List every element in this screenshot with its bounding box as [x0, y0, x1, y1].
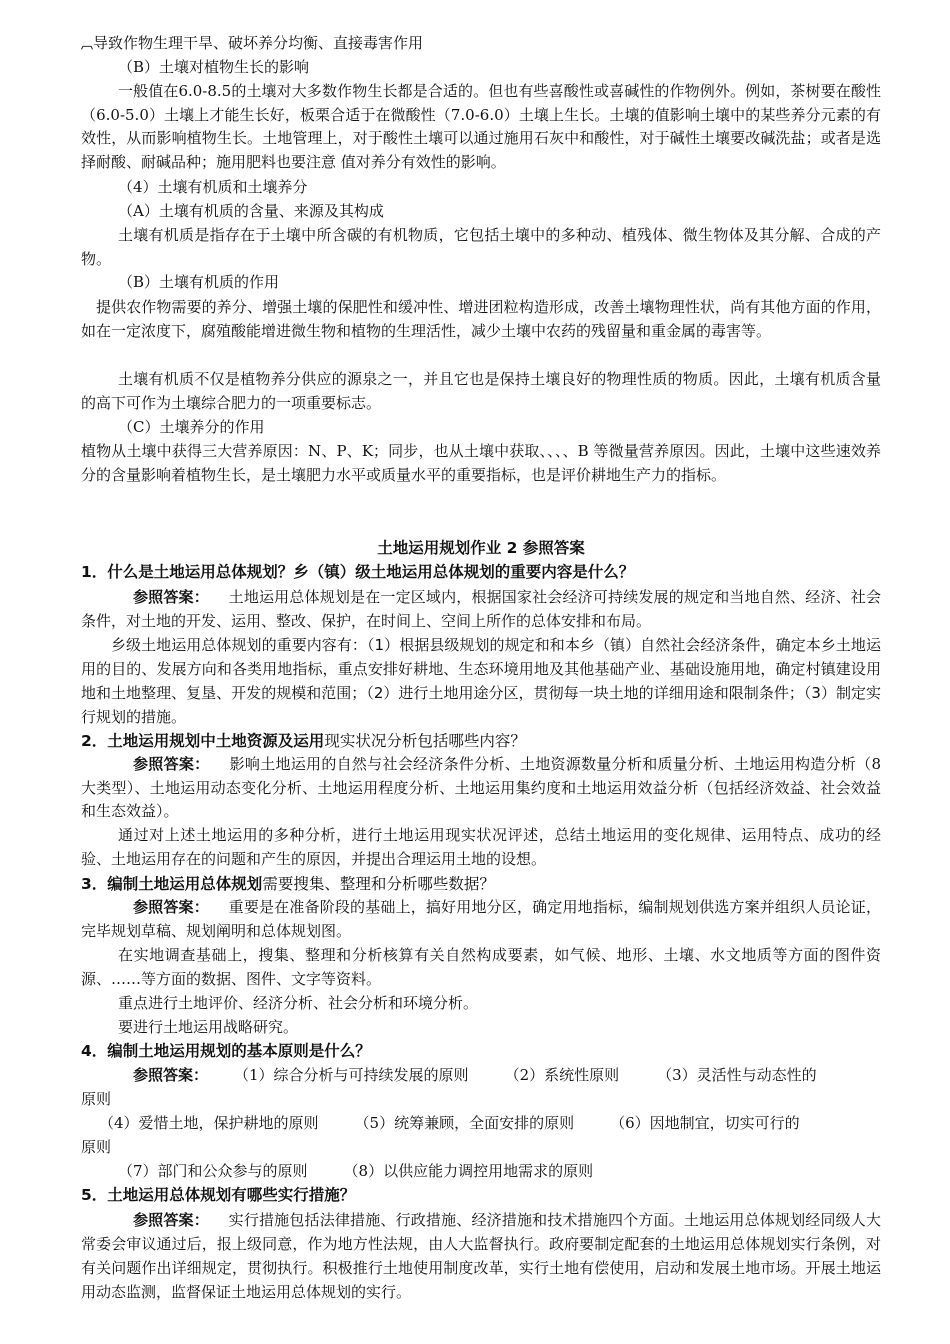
- principle-8: （8）以供应能力调控用地需求的原则: [343, 1162, 594, 1180]
- principle-6: （6）因地制宜，切实可行的: [610, 1114, 800, 1132]
- answer-3-p4: 要进行土地运用战略研究。: [118, 1018, 299, 1036]
- principle-1: （1）综合分析与可持续发展的原则: [234, 1066, 469, 1084]
- heading-organic-matter: （4）土壤有机质和土壤养分: [118, 178, 308, 196]
- q2-number: 2．土地运用: [81, 732, 170, 750]
- paragraph-npk: 植物从土壤中获得三大营养原因：N、P、K；同步，也从土壤中获取、、、、B 等微量营养原因。因此，土壤中这些速效养分的含量影响着植物生长，是土壤肥力水平或质量水平的重要指标，也是评价耕地生产力的指标。: [81, 442, 881, 484]
- answer-3-p1: [81, 896, 881, 943]
- answer-2-p2: 通过对上述土地运用的多种分析，进行土地运用现实状况评述，总结土地运用的变化规律、运用特点、成功的经验、土地运用存在的问题和产生的原因，并提出合理运用土地的设想。: [81, 826, 881, 868]
- answer-3-p2: 在实地调查基础上，搜集、整理和分析核算有关自然构成要素，如气候、地形、土壤、水文地质等方面的图件资源、……等方面的数据、图件、文字等资料。: [81, 946, 881, 988]
- subheading-b-role: （B）土壤有机质的作用: [118, 273, 280, 291]
- subheading-b-influence: （B）土壤对植物生长的影响: [118, 58, 310, 76]
- answer-5-p1: [81, 1208, 881, 1304]
- answer-label: 参照答案：: [133, 1066, 209, 1084]
- answer-3-p3: 重点进行土地评价、经济分析、社会分析和环境分析。: [118, 994, 479, 1012]
- text: 重要是在准备阶段的基础上，搞好用地分区，确定用地指标，编制规划供选方案并组织人员论证，完毕规划草稿、规划阐明和总体规划图。: [81, 898, 881, 940]
- answer-1-p2: 乡级土地运用总体规划的重要内容有：（1）根据县级规划的规定和和本乡（镇）自然社会经济条件，确定本乡土地运用的目的、发展方向和各类用地指标，重点安排好耕地、生态环境用地及其他基础产业、基础设施用地，确定村镇建设用地和土地整理、复垦、开发的规模和范围；（2）进行土地用途分区，贯彻每一块土地的详细用途和限制条件；（3）制定实行规划的措施。: [81, 636, 881, 726]
- principle-3: （3）灵活性与动态性的: [657, 1066, 817, 1084]
- answer-label: 参照答案：: [133, 588, 209, 606]
- answer-label: 参照答案：: [133, 898, 209, 916]
- paragraph-ph: 一般值在6.0-8.5的土壤对大多数作物生长都是合适的。但也有些喜酸性或喜碱性的作物例外。例如，茶树要在酸性（6.0-5.0）土壤上才能生长好，板栗合适于在微酸性（7.0-6.0）土壤上生长。土壤的值影响土壤中的某些养分元素的有效性，从而影响植物生长。土地管理上，对于酸性土壤可以通过施用石灰中和酸性，对于碱性土壤要改碱洗盐；或者是选择耐酸、耐碱品种；施用肥料也要注意 值对养分有效性的影响。: [81, 82, 881, 171]
- principles-line-1: [81, 1064, 881, 1088]
- paragraph-definition: 土壤有机质是指存在于土壤中所含碳的有机物质，它包括土壤中的多种动、植残体、微生物体及其分解、合成的产物。: [81, 226, 881, 268]
- principle-5: （5）统筹兼顾，全面安排的原则: [354, 1114, 575, 1132]
- text: 实行措施包括法律措施、行政措施、经济措施和技术措施四个方面。土地运用总体规划经同级人大常委会审议通过后，报上级同意，作为地方性法规，由人大监督执行。政府要制定配套的土地运用总体规划实行条例，对有关问题作出详细规定，贯彻执行。积极推行土地使用制度改革，实行土地有偿使用，启动和发展土地市场。开展土地运用动态监测，监督保证土地运用总体规划的实行。: [81, 1211, 881, 1301]
- answer-1-p1: [81, 585, 881, 633]
- q2-rest: 现实状况分析包括哪些内容？: [324, 732, 526, 750]
- question-2: [81, 730, 881, 754]
- question-5: 5．土地运用总体规划有哪些实行措施？: [81, 1186, 356, 1204]
- question-4: 4．编制土地运用规划的基本原则是什么？: [81, 1042, 371, 1060]
- q2-bold: 规划中土地资源及运用: [169, 732, 325, 750]
- principle-4: （4）爱惜土地，保护耕地的原则: [99, 1114, 319, 1132]
- answer-2-p1: [81, 753, 881, 824]
- principle-3-cont: 原则: [81, 1090, 112, 1108]
- edit-mark: ︹: [81, 37, 94, 51]
- subheading-c-nutrient: （C）土壤养分的作用: [118, 418, 265, 436]
- principle-6-cont: 原则: [81, 1138, 112, 1156]
- q3-number: 3．编制: [81, 875, 139, 893]
- subheading-a-content: （A）土壤有机质的含量、来源及其构成: [118, 202, 384, 220]
- principles-line-3: [81, 1160, 881, 1184]
- answer-label: 参照答案：: [133, 1211, 209, 1229]
- section-title: 土地运用规划作业 2 参照答案: [377, 539, 585, 557]
- q3-rest: 需要搜集、整理和分析哪些数据？: [262, 875, 495, 893]
- question-1: 1．什么是土地运用总体规划？乡（镇）级土地运用总体规划的重要内容是什么？: [81, 563, 635, 581]
- paragraph-role: 提供农作物需要的养分、增强土壤的保肥性和缓冲性、增进团粒构造形成，改善土壤物理性状，尚有其他方面的作用，如在一定浓度下，腐殖酸能增进微生物和植物的生理活性，减少土壤中农药的残留量和重金属的毒害等。: [81, 298, 881, 340]
- principle-2: （2）系统性原则: [504, 1066, 620, 1084]
- text: 影响土地运用的自然与社会经济条件分析、土地资源数量分析和质量分析、土地运用构造分析（8 大类型）、土地运用动态变化分析、土地运用程度分析、土地运用集约度和土地运用效益分析（包括经济效益、社会效益和生态效益）。: [81, 755, 881, 820]
- text: 导致作物生理干旱、破坏养分均衡、直接毒害作用: [93, 34, 424, 52]
- text: 土地运用总体规划是在一定区域内，根据国家社会经济可持续发展的规定和当地自然、经济、社会条件，对土地的开发、运用、整改、保护，在时间上、空间上所作的总体安排和布局。: [81, 588, 881, 630]
- answer-label: 参照答案：: [133, 755, 210, 773]
- q3-bold: 土地运用总体规划: [138, 875, 263, 893]
- question-3: [81, 873, 881, 897]
- principles-line-2: [81, 1112, 881, 1136]
- principle-7: （7）部门和公众参与的原则: [118, 1162, 308, 1180]
- paragraph-source: 土壤有机质不仅是植物养分供应的源泉之一，并且它也是保持土壤良好的物理性质的物质。因此，土壤有机质含量的高下可作为土壤综合肥力的一项重要标志。: [81, 370, 881, 412]
- paragraph-effects: [81, 32, 881, 57]
